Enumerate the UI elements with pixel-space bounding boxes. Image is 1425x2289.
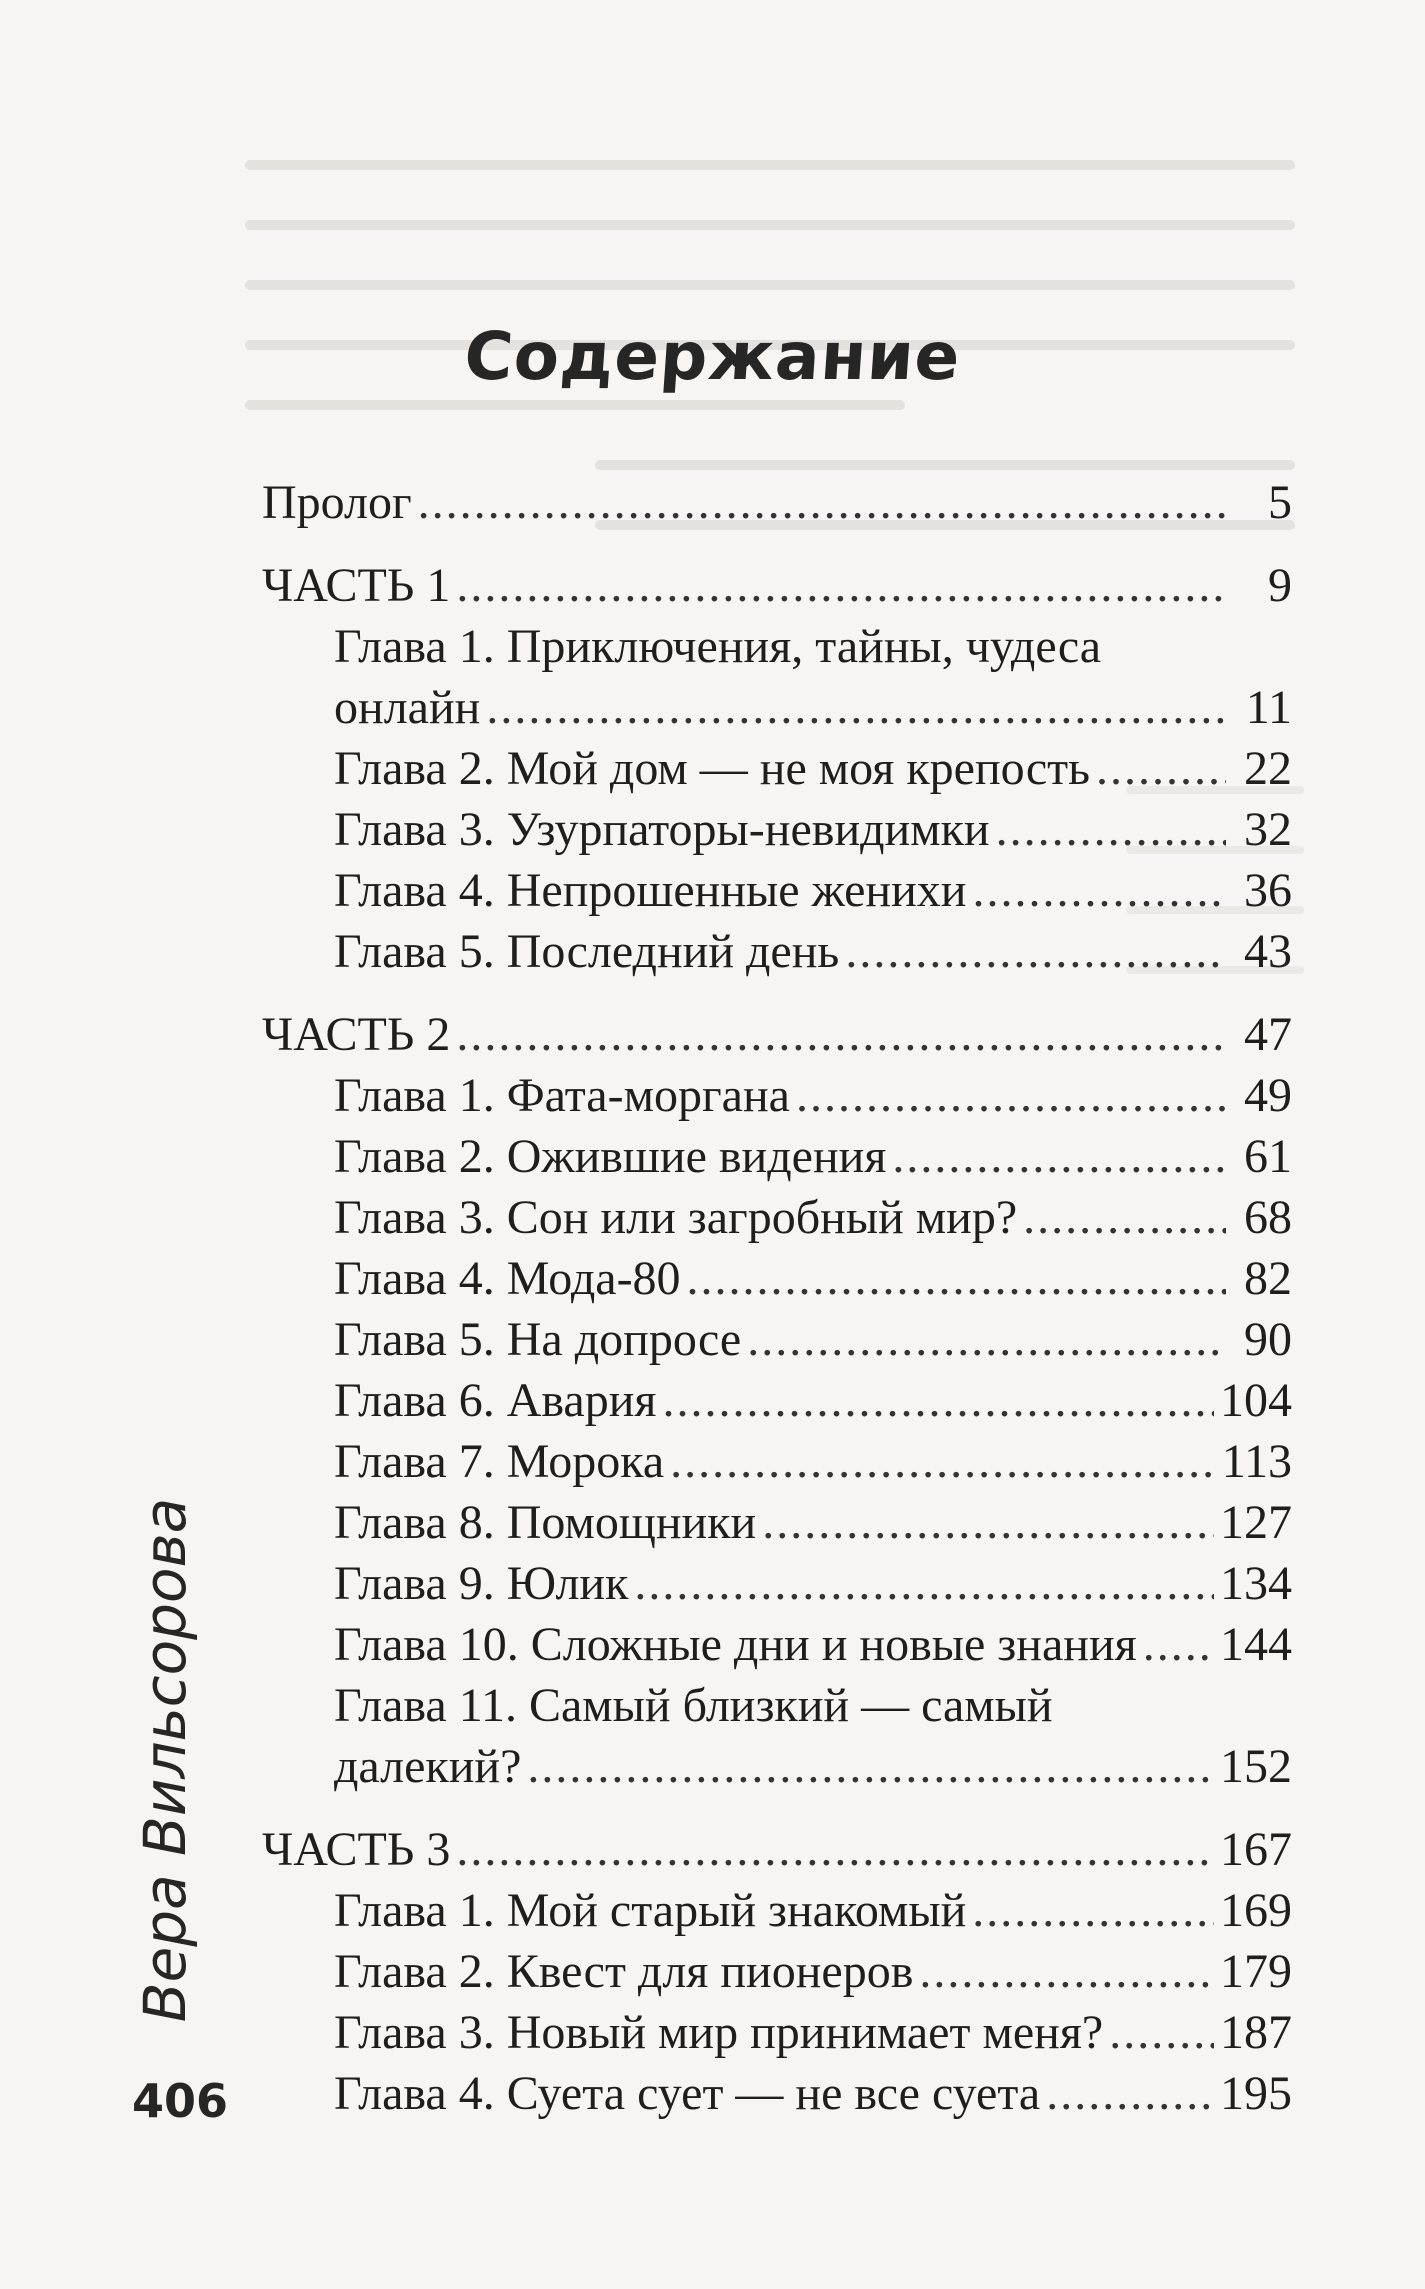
toc-entry-label: Глава 5. На допросе bbox=[334, 1313, 742, 1366]
dot-leader bbox=[663, 1370, 1215, 1431]
toc-entry-page: 47 bbox=[1244, 1008, 1292, 1061]
toc-entry-chapter bbox=[262, 1065, 1292, 1126]
toc-entry-label: Глава 1. Фата-моргана bbox=[334, 1069, 790, 1122]
toc-entry-page: 195 bbox=[1220, 2067, 1292, 2120]
toc-entry-label-line1: Глава 11. Самый близкий — самый bbox=[334, 1679, 1053, 1732]
toc-entry-chapter bbox=[262, 1553, 1292, 1614]
toc-entry-chapter bbox=[262, 799, 1292, 860]
toc-entry-chapter bbox=[262, 1248, 1292, 1309]
toc-entry-chapter bbox=[262, 2002, 1292, 2063]
dot-leader bbox=[762, 1492, 1214, 1553]
toc-entry-chapter bbox=[262, 1941, 1292, 2002]
dot-leader bbox=[1023, 1187, 1226, 1248]
toc-entry-chapter bbox=[262, 1431, 1292, 1492]
toc-entry-label: далекий? bbox=[334, 1740, 522, 1793]
toc-entry-chapter bbox=[262, 1370, 1292, 1431]
toc-entry-chapter bbox=[262, 2063, 1292, 2124]
dot-leader bbox=[892, 1126, 1226, 1187]
toc-entry-page: 187 bbox=[1220, 2006, 1292, 2059]
toc-entry-page: 104 bbox=[1220, 1374, 1292, 1427]
toc-entry-label: Глава 2. Мой дом — не моя крепость bbox=[334, 742, 1090, 795]
toc-entry-chapter bbox=[262, 738, 1292, 799]
toc-entry-page: 9 bbox=[1268, 559, 1292, 612]
dot-leader bbox=[486, 677, 1226, 738]
toc-entry-label: Глава 5. Последний день bbox=[334, 925, 840, 978]
toc-entry-chapter bbox=[262, 1492, 1292, 1553]
toc-entry-label: Пролог bbox=[262, 476, 412, 529]
author-spine bbox=[105, 1497, 225, 2023]
dot-leader bbox=[527, 1736, 1214, 1797]
toc-entry-label: Глава 3. Узурпаторы-невидимки bbox=[334, 803, 990, 856]
toc-entry-page: 68 bbox=[1244, 1191, 1292, 1244]
dot-leader bbox=[1096, 738, 1226, 799]
toc-entry-page: 82 bbox=[1244, 1252, 1292, 1305]
page-title: Содержание bbox=[461, 318, 964, 395]
toc-entry-label: Глава 4. Суета сует — не все суета bbox=[334, 2067, 1041, 2120]
toc-entry-page: 134 bbox=[1220, 1557, 1292, 1610]
toc-entry-chapter bbox=[262, 1614, 1292, 1675]
toc-entry-page: 152 bbox=[1220, 1740, 1292, 1793]
dot-leader bbox=[972, 860, 1226, 921]
toc-entry-page: 5 bbox=[1268, 476, 1292, 529]
toc-entry-label: Глава 4. Непрошенные женихи bbox=[334, 864, 967, 917]
toc-entry-label: ЧАСТЬ 1 bbox=[262, 559, 451, 612]
dot-leader bbox=[456, 1004, 1226, 1065]
dot-leader bbox=[972, 1880, 1214, 1941]
dot-leader bbox=[418, 472, 1226, 533]
toc-entry-label: Глава 7. Морока bbox=[334, 1435, 665, 1488]
page-number: 406 bbox=[132, 2074, 229, 2128]
toc-entry-label: Глава 9. Юлик bbox=[334, 1557, 629, 1610]
dot-leader bbox=[1109, 2002, 1214, 2063]
toc-entry-label: Глава 4. Мода-80 bbox=[334, 1252, 681, 1305]
toc-entry-chapter bbox=[262, 921, 1292, 982]
toc-entry-label: Глава 1. Мой старый знакомый bbox=[334, 1884, 967, 1937]
toc-entry-page: 36 bbox=[1244, 864, 1292, 917]
toc-entry-page: 127 bbox=[1220, 1496, 1292, 1549]
toc-entry-chapter bbox=[262, 1309, 1292, 1370]
dot-leader bbox=[1143, 1614, 1214, 1675]
dot-leader bbox=[1046, 2063, 1214, 2124]
dot-leader bbox=[456, 555, 1226, 616]
dot-leader bbox=[634, 1553, 1214, 1614]
toc-entry-label: онлайн bbox=[334, 681, 481, 734]
toc-entry-page: 43 bbox=[1244, 925, 1292, 978]
toc-entry-page: 22 bbox=[1244, 742, 1292, 795]
toc-entry-page: 144 bbox=[1220, 1618, 1292, 1671]
toc-entry-chapter bbox=[262, 1880, 1292, 1941]
toc-entry-label: Глава 10. Сложные дни и новые знания bbox=[334, 1618, 1137, 1671]
toc-entry-page: 179 bbox=[1220, 1945, 1292, 1998]
toc-entry-label: Глава 6. Авария bbox=[334, 1374, 657, 1427]
toc-entry-part-2 bbox=[262, 1004, 1292, 1065]
dot-leader bbox=[845, 921, 1226, 982]
toc-entry-page: 61 bbox=[1244, 1130, 1292, 1183]
toc-entry-label: Глава 2. Ожившие видения bbox=[334, 1130, 887, 1183]
dot-leader bbox=[456, 1819, 1214, 1880]
toc-entry-page: 113 bbox=[1221, 1435, 1292, 1488]
dot-leader bbox=[919, 1941, 1214, 2002]
toc-entry-page: 11 bbox=[1245, 681, 1292, 734]
toc-entry-page: 32 bbox=[1244, 803, 1292, 856]
dot-leader bbox=[996, 799, 1226, 860]
toc-entry-chapter bbox=[262, 860, 1292, 921]
toc-entry-label: ЧАСТЬ 3 bbox=[262, 1823, 451, 1876]
toc-entry-label: Глава 2. Квест для пионеров bbox=[334, 1945, 914, 1998]
toc-entry-label: ЧАСТЬ 2 bbox=[262, 1008, 451, 1061]
toc-entry-label: Глава 3. Сон или загробный мир? bbox=[334, 1191, 1018, 1244]
toc-entry-prologue bbox=[262, 472, 1292, 533]
toc-entry-page: 169 bbox=[1220, 1884, 1292, 1937]
dot-leader bbox=[796, 1065, 1226, 1126]
table-of-contents bbox=[262, 472, 1292, 2124]
toc-entry-page: 167 bbox=[1220, 1823, 1292, 1876]
author-name: Вера Вильсорова bbox=[131, 1497, 199, 2023]
dot-leader bbox=[687, 1248, 1226, 1309]
dot-leader bbox=[670, 1431, 1216, 1492]
toc-entry-part-3 bbox=[262, 1819, 1292, 1880]
toc-entry-chapter bbox=[262, 1126, 1292, 1187]
toc-entry-chapter bbox=[262, 1736, 1292, 1797]
toc-entry-page: 49 bbox=[1244, 1069, 1292, 1122]
toc-entry-chapter bbox=[262, 1187, 1292, 1248]
toc-entry-label-line1: Глава 1. Приключения, тайны, чудеса bbox=[334, 620, 1102, 673]
toc-entry-label: Глава 3. Новый мир принимает меня? bbox=[334, 2006, 1104, 2059]
toc-entry-chapter bbox=[262, 677, 1292, 738]
toc-entry-page: 90 bbox=[1244, 1313, 1292, 1366]
toc-entry-part-1 bbox=[262, 555, 1292, 616]
dot-leader bbox=[747, 1309, 1226, 1370]
toc-entry-label: Глава 8. Помощники bbox=[334, 1496, 757, 1549]
